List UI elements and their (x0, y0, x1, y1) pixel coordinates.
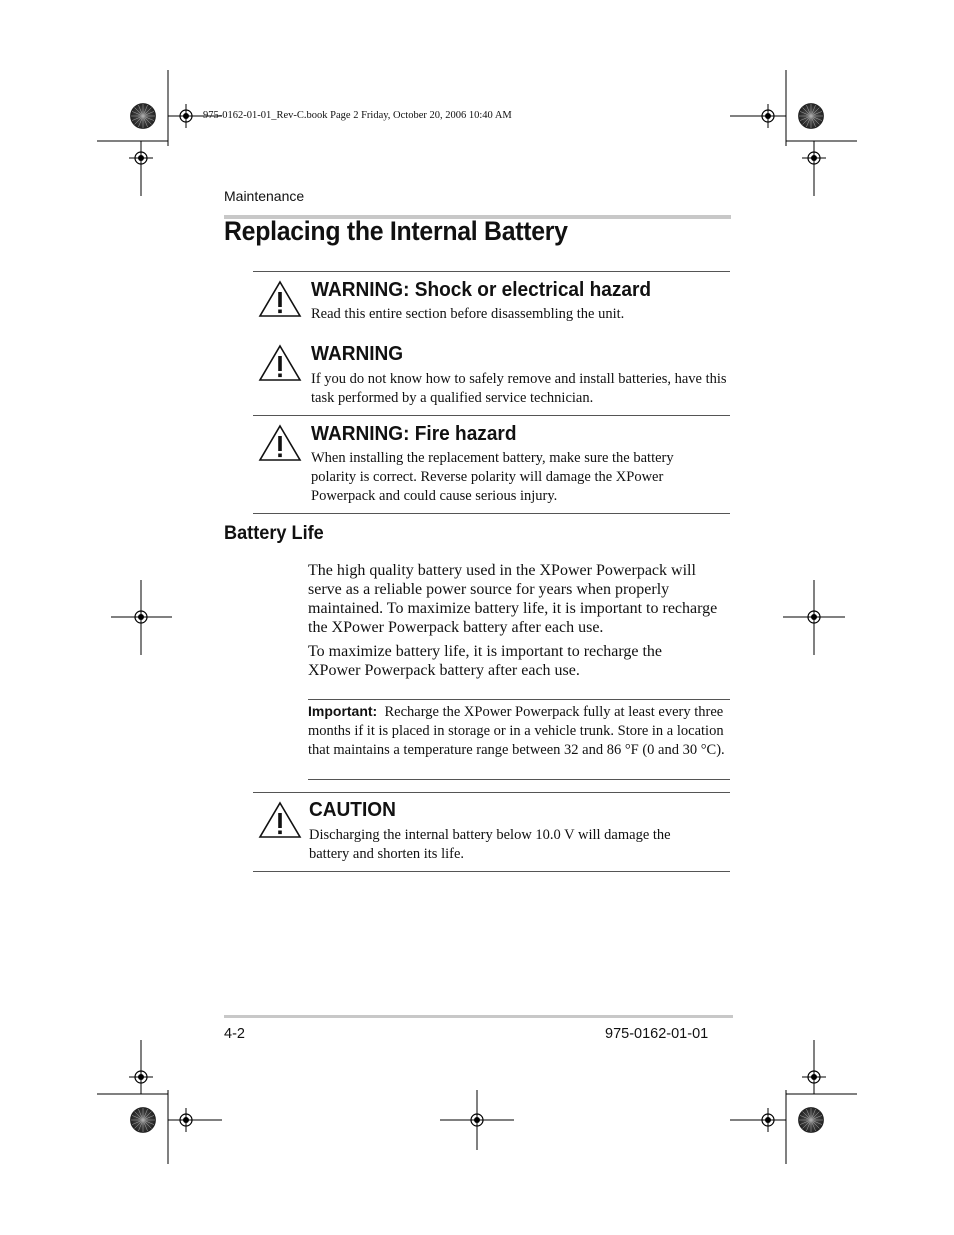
caution-bottom-rule (253, 871, 730, 872)
caution-body: Discharging the internal battery below 10.0 V will damage the battery and shorten its life. (309, 827, 671, 862)
body-paragraph: To maximize battery life, it is important to recharge the XPower Powerpack battery after each use. (308, 643, 663, 679)
notice-divider (253, 271, 730, 272)
important-label: Important: (308, 703, 378, 719)
print-file-line: 975-0162-01-01_Rev-C.book Page 2 Friday, October 20, 2006 10:40 AM (203, 110, 512, 121)
footer-rule (224, 1015, 733, 1018)
notice-divider (253, 415, 730, 416)
notice-title: WARNING (311, 342, 404, 365)
notice-body: If you do not know how to safely remove and install batteries, have this task performed by a qualified service technician. (311, 371, 727, 406)
subsection-heading: Battery Life (224, 522, 324, 544)
important-text: Recharge the XPower Powerpack fully at least every three months if it is placed in storage or in a vehicle trunk. Store in a location that maintains a temperature range between 32 and 86 °F (0 and 30 °C). (308, 704, 725, 758)
notice-body: Read this entire section before disassembling the unit. (311, 306, 625, 322)
warning-triangle-icon (258, 424, 302, 462)
page-number: 4-2 (224, 1026, 245, 1042)
notice-title: WARNING: Fire hazard (311, 422, 517, 445)
caution-top-rule (253, 792, 730, 793)
important-note (308, 702, 728, 760)
important-bottom-rule (308, 779, 730, 780)
caution-title: CAUTION (309, 798, 396, 821)
notice-divider (253, 513, 730, 514)
body-paragraph: The high quality battery used in the XPower Powerpack will serve as a reliable power source for years when properly maintained. To maximize battery life, it is important to recharge the XPower Powerpack battery after each use. (308, 562, 718, 636)
running-header-section: Maintenance (224, 188, 305, 204)
page-title: Replacing the Internal Battery (224, 216, 568, 246)
warning-triangle-icon (258, 280, 302, 318)
important-top-rule (308, 699, 730, 700)
notice-title: WARNING: Shock or electrical hazard (311, 278, 652, 301)
warning-triangle-icon (258, 801, 302, 839)
warning-triangle-icon (258, 344, 302, 382)
notice-body: When installing the replacement battery, make sure the battery polarity is correct. Reverse polarity will damage the XPower Powerpack and could cause serious injury. (311, 450, 674, 504)
document-number: 975-0162-01-01 (605, 1026, 709, 1042)
